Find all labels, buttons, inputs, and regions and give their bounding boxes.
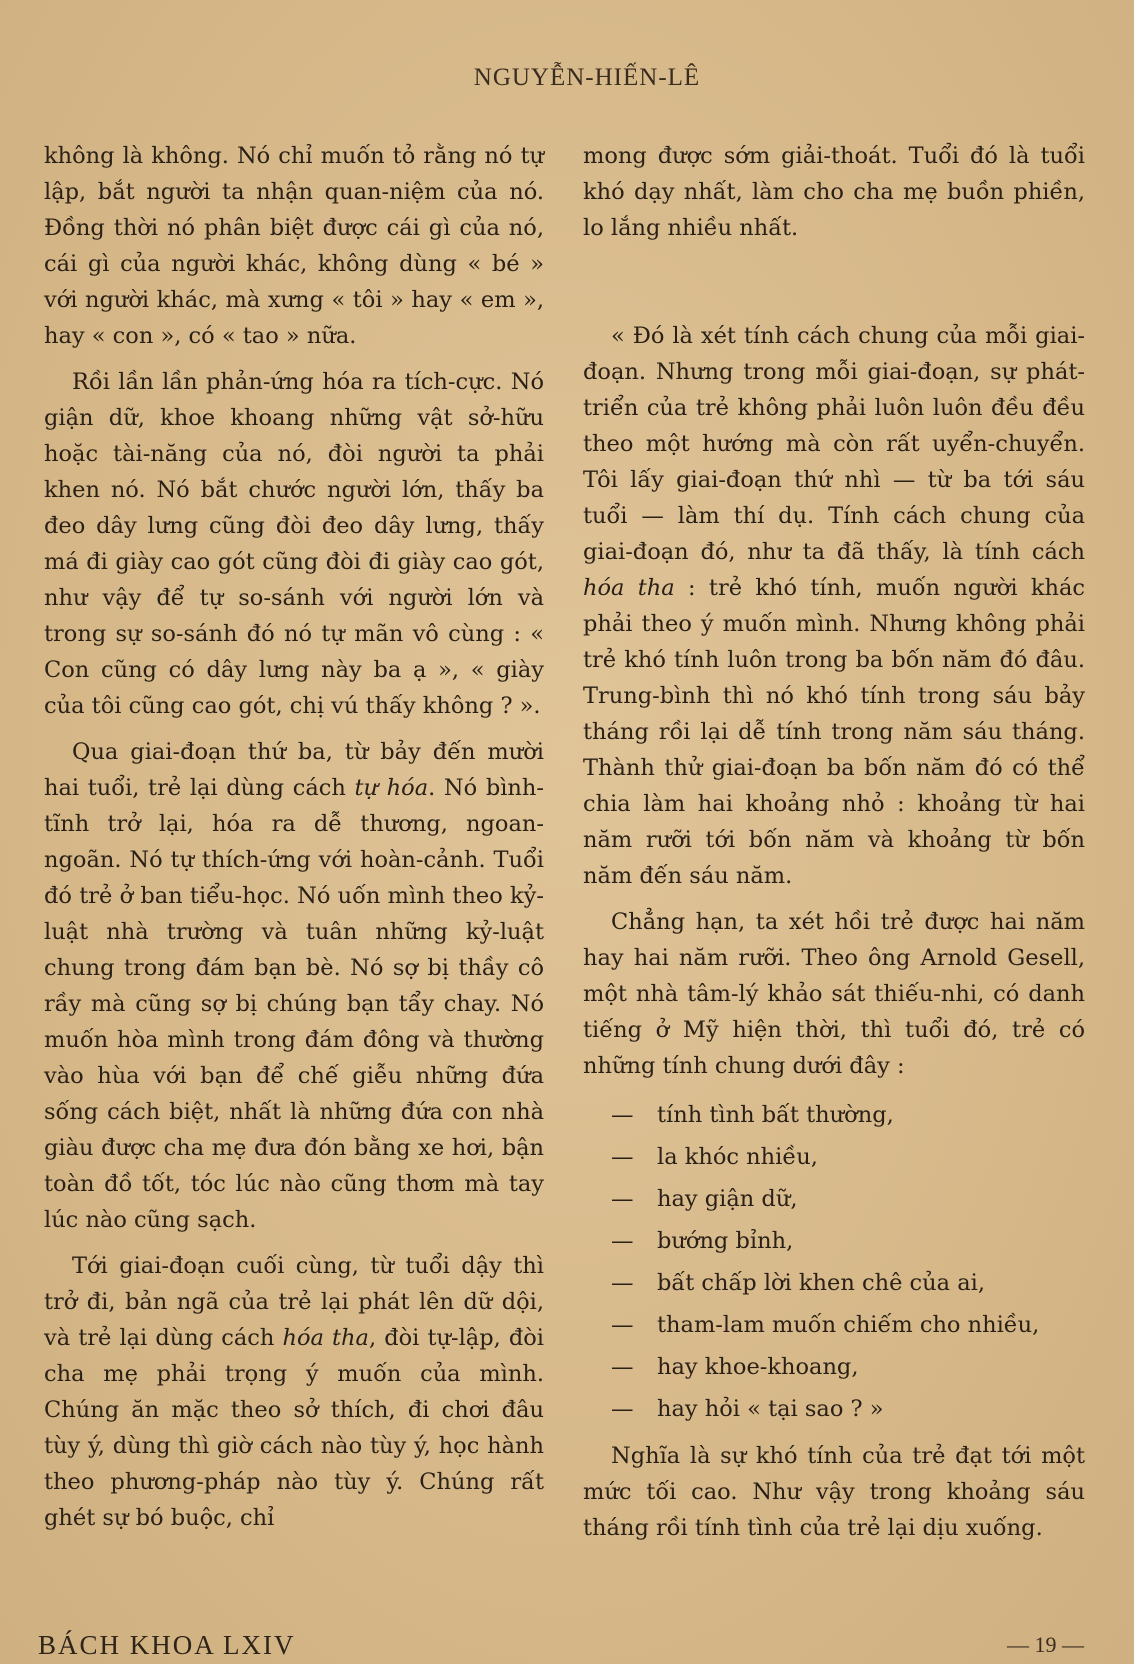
emphasis: hóa tha [583, 575, 675, 601]
right-column [583, 138, 1085, 1556]
page-number: — 19 — [1007, 1632, 1084, 1657]
emphasis: hóa tha [282, 1325, 369, 1351]
paragraph: Nghĩa là sự khó tính của trẻ đạt tới một mức tối cao. Như vậy trong khoảng sáu tháng rồi tính tình của trẻ lại dịu xuống. [583, 1443, 1085, 1541]
text-run: Tới giai-đoạn cuối cùng, từ tuổi dậy thì trở đi, bản ngã của trẻ lại phát lên dữ dội, và trẻ lại dùng cách [44, 1253, 544, 1351]
section-gap [583, 256, 1085, 318]
running-header: NGUYỄN-HIẾN-LÊ [473, 64, 701, 91]
text-run: , đòi tự-lập, đòi cha mẹ phải trọng ý muốn của mình. Chúng ăn mặc theo sở thích, đi chơi đâu tùy ý, dùng thì giờ cách nào tùy ý, học hành theo phương-pháp nào tùy ý. Chúng rất ghét sự bó buộc, chỉ [44, 1325, 544, 1531]
text-run: Qua giai-đoạn thứ ba, từ bảy đến mười hai tuổi, trẻ lại dùng cách [44, 739, 544, 801]
magazine-footer: BÁCH KHOA LXIV [38, 1630, 296, 1660]
list-item: — hay giận dữ, [611, 1186, 798, 1212]
emphasis: tự hóa [354, 775, 429, 801]
paragraph: Rồi lần lần phản-ứng hóa ra tích-cực. Nó giận dữ, khoe khoang những vật sở-hữu hoặc tài-năng của nó, đòi người ta phải khen nó. Nó bắt chước người lớn, thấy ba đeo dây lưng cũng đòi đeo dây lưng, thấy má đi giày cao gót cũng đòi đi giày cao gót, như vậy để tự so-sánh với người lớn và trong sự so-sánh đó nó tự mãn vô cùng : « Con cũng có dây lưng này ba ạ », « giày của tôi cũng cao gót, chị vú thấy không ? ». [44, 369, 544, 719]
text-run: « Đó là xét tính cách chung của mỗi giai-đoạn. Nhưng trong mỗi giai-đoạn, sự phát-triển của trẻ không phải luôn luôn đều đều theo một hướng mà còn rất uyển-chuyển. Tôi lấy giai-đoạn thứ nhì — từ ba tới sáu tuổi — làm thí dụ. Tính cách chung của giai-đoạn đó, như ta đã thấy, là tính cách [583, 323, 1085, 565]
paragraph: mong được sớm giải-thoát. Tuổi đó là tuổi khó dạy nhất, làm cho cha mẹ buồn phiền, lo lắng nhiều nhất. [583, 143, 1085, 241]
paragraph [44, 734, 544, 1238]
left-column [44, 138, 544, 1546]
paragraph [583, 318, 1085, 894]
list-item: — tham-lam muốn chiếm cho nhiều, [611, 1312, 1040, 1338]
list-item: — bất chấp lời khen chê của ai, [611, 1270, 985, 1296]
list-item: — hay hỏi « tại sao ? » [611, 1396, 884, 1422]
text-run: . Nó bình-tĩnh trở lại, hóa ra dễ thương, ngoan-ngoãn. Nó tự thích-ứng với hoàn-cảnh. Tuổi đó trẻ ở ban tiểu-học. Nó uốn mình theo kỷ-luật nhà trường và tuân những kỷ-luật chung trong đám bạn bè. Nó sợ bị thầy cô rầy mà cũng sợ bị chúng bạn tẩy chay. Nó muốn hòa mình trong đám đông và thường vào hùa với bạn để chế giễu những đứa sống cách biệt, nhất là những đứa con nhà giàu được cha mẹ đưa đón bằng xe hơi, bận toàn đồ tốt, tóc lúc nào cũng thơm mà tay lúc nào cũng sạch. [44, 775, 544, 1233]
paragraph: không là không. Nó chỉ muốn tỏ rằng nó tự lập, bắt người ta nhận quan-niệm của nó. Đồng thời nó phân biệt được cái gì của nó, cái gì của người khác, không dùng « bé » với người khác, mà xưng « tôi » hay « em », hay « con », có « tao » nữa. [44, 143, 544, 349]
list-item: — tính tình bất thường, [611, 1102, 894, 1128]
paragraph: Chẳng hạn, ta xét hồi trẻ được hai năm hay hai năm rưỡi. Theo ông Arnold Gesell, một nhà tâm-lý khảo sát thiếu-nhi, có danh tiếng ở Mỹ hiện thời, thì tuổi đó, trẻ có những tính chung dưới đây : [583, 909, 1085, 1079]
list-item: — la khóc nhiều, [611, 1144, 818, 1170]
text-run: : trẻ khó tính, muốn người khác phải theo ý muốn mình. Nhưng không phải trẻ khó tính luôn trong ba bốn năm đó đâu. Trung-bình thì nó khó tính trong sáu bảy tháng rồi lại dễ tính trong năm sáu tháng. Thành thử giai-đoạn ba bốn năm đó có thể chia làm hai khoảng nhỏ : khoảng từ hai năm rưỡi tới bốn năm và khoảng từ bốn năm đến sáu năm. [583, 575, 1085, 889]
trait-list [583, 1094, 1085, 1430]
list-item: — bướng bỉnh, [611, 1228, 794, 1254]
list-item: — hay khoe-khoang, [611, 1354, 859, 1380]
paragraph [44, 1248, 544, 1536]
